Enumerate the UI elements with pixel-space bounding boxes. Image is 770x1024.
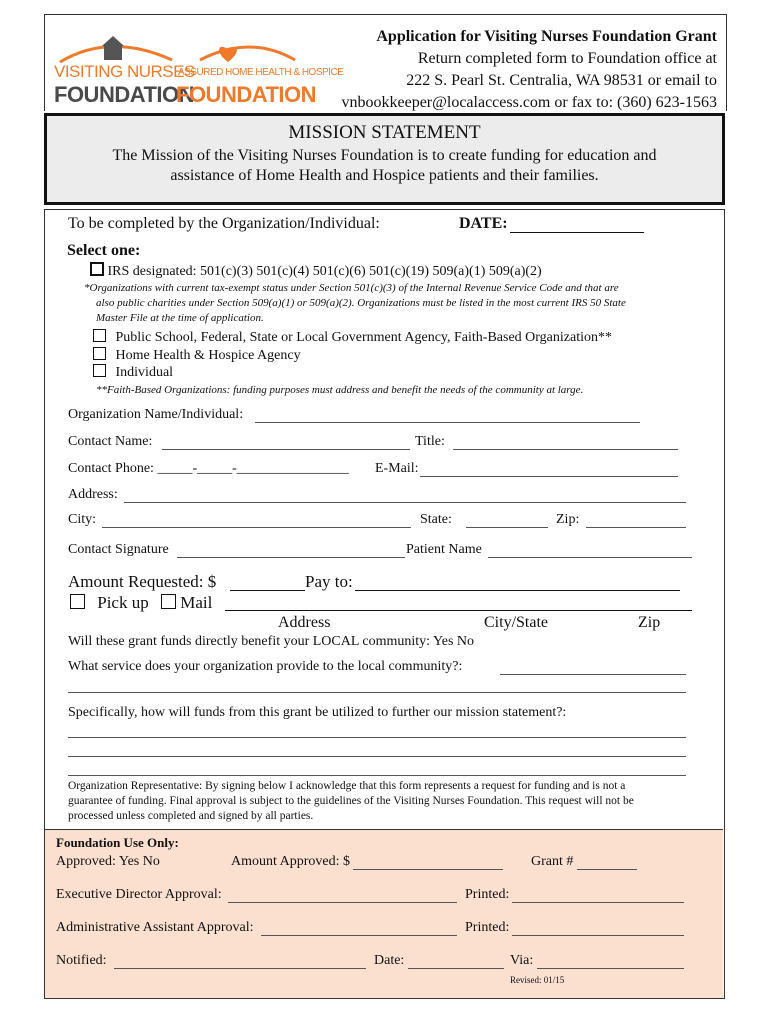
address-line: 222 S. Pearl St. Centralia, WA 98531 or email to <box>406 72 717 89</box>
mail-checkbox[interactable] <box>161 594 176 609</box>
irs-label: IRS designated: 501(c)(3) 501(c)(4) 501(c)(6) 501(c)(19) 509(a)(1) 509(a)(2) <box>107 264 542 279</box>
contact-phone-label <box>68 461 349 477</box>
amount-approved-field[interactable] <box>353 869 503 870</box>
email-field[interactable] <box>420 476 678 477</box>
patient-name-label: Patient Name <box>406 542 482 557</box>
approved-label: Approved: Yes No <box>56 854 160 869</box>
via-field[interactable] <box>537 968 684 969</box>
contact-name-label: Contact Name: <box>68 434 153 449</box>
return-line: Return completed form to Foundation office at <box>417 50 717 67</box>
funds-field-3[interactable] <box>68 775 686 776</box>
option-home-label: Home Health & Hospice Agency <box>115 348 301 363</box>
notified-label: Notified: <box>56 953 107 968</box>
logo-left-bottom: FOUNDATION <box>54 82 195 107</box>
logo-left-top: VISITING NURSES <box>54 62 195 81</box>
individual-checkbox[interactable] <box>93 364 106 377</box>
org-name-field[interactable] <box>255 422 640 423</box>
option-public-label: Public School, Federal, State or Local Government Agency, Faith-Based Organization** <box>115 330 612 345</box>
house-icon <box>104 44 122 60</box>
zip-field[interactable] <box>586 527 686 528</box>
revised-date: Revised: 01/15 <box>510 975 565 985</box>
mission-heading: MISSION STATEMENT <box>288 122 481 143</box>
patient-name-field[interactable] <box>488 557 692 558</box>
exec-approval-field[interactable] <box>228 902 457 903</box>
date-approved-label: Date: <box>374 953 405 968</box>
grant-field[interactable] <box>577 869 637 870</box>
contact-name-field[interactable] <box>162 449 410 450</box>
intro-text: To be completed by the Organization/Individual: <box>68 215 380 232</box>
irs-row <box>90 262 542 280</box>
amount-approved-label: Amount Approved: $ <box>231 854 350 869</box>
pay-to-field[interactable] <box>355 590 680 591</box>
option-public-row <box>93 329 612 346</box>
irs-note-1: *Organizations with current tax-exempt status under Section 501(c)(3) of the Internal Revenue Service Code and that are <box>84 282 619 294</box>
mail-address-field[interactable] <box>225 610 692 611</box>
admin-approval-label: Administrative Assistant Approval: <box>56 920 254 935</box>
city-field[interactable] <box>102 527 411 528</box>
phone-field[interactable]: _____-_____-________________ <box>157 461 349 476</box>
exec-printed-label: Printed: <box>465 887 510 902</box>
city-label: City: <box>68 512 97 527</box>
notified-field[interactable] <box>114 968 366 969</box>
amount-requested-field[interactable] <box>230 590 305 591</box>
grant-label: Grant # <box>531 854 574 869</box>
header-block <box>342 26 718 114</box>
option-home-row <box>93 347 301 364</box>
funds-field-1[interactable] <box>68 737 686 738</box>
admin-printed-field[interactable] <box>512 935 684 936</box>
delivery-row <box>70 593 212 613</box>
option-individual-row <box>93 364 173 381</box>
funds-question: Specifically, how will funds from this grant be utilized to further our mission statement?: <box>68 705 567 720</box>
title-field[interactable] <box>453 449 678 450</box>
state-field[interactable] <box>466 527 548 528</box>
exec-printed-field[interactable] <box>512 902 684 903</box>
logo-right-bottom: FOUNDATION <box>176 82 317 107</box>
address-label: Address: <box>68 487 118 502</box>
rep-line-1: Organization Representative: By signing below I acknowledge that this form represents a request for funding and is not a <box>68 780 626 792</box>
admin-approval-field[interactable] <box>261 935 457 936</box>
home-health-checkbox[interactable] <box>93 347 106 360</box>
pick-up-checkbox[interactable] <box>70 594 85 609</box>
faith-note: **Faith-Based Organizations: funding purposes must address and benefit the needs of the community at large. <box>96 384 584 396</box>
irs-checkbox[interactable] <box>90 262 104 276</box>
funds-field-2[interactable] <box>68 756 686 757</box>
select-one-label: Select one: <box>67 242 141 259</box>
col-address: Address <box>278 614 331 631</box>
logo-right-top: ASSURED HOME HEALTH & HOSPICE <box>178 67 344 78</box>
contact-phone-text: Contact Phone: <box>68 461 154 476</box>
mission-text-1: The Mission of the Visiting Nurses Foundation is to create funding for education and <box>112 147 657 164</box>
exec-approval-label: Executive Director Approval: <box>56 887 222 902</box>
mission-box <box>44 113 725 205</box>
service-question: What service does your organization provide to the local community?: <box>68 659 463 674</box>
col-city-state: City/State <box>484 614 548 631</box>
amount-requested-label: Amount Requested: $ <box>68 572 217 591</box>
email-label: E-Mail: <box>375 461 419 476</box>
form-title: Application for Visiting Nurses Foundation Grant <box>376 28 717 45</box>
contact-line: vnbookkeeper@localaccess.com or fax to: (360) 623-1563 <box>341 94 717 111</box>
mission-text-2: assistance of Home Health and Hospice patients and their families. <box>170 167 599 184</box>
mail-label: Mail <box>180 593 213 612</box>
service-field-2[interactable] <box>68 692 686 693</box>
zip-label: Zip: <box>556 512 580 527</box>
public-checkbox[interactable] <box>93 329 106 342</box>
service-field-1[interactable] <box>500 674 686 675</box>
pay-to-label: Pay to: <box>305 572 353 591</box>
local-question: Will these grant funds directly benefit your LOCAL community: Yes No <box>68 634 475 649</box>
admin-printed-label: Printed: <box>465 920 510 935</box>
rep-statement <box>68 779 634 824</box>
via-label: Via: <box>510 953 534 968</box>
foundation-use-heading: Foundation Use Only: <box>56 835 179 850</box>
col-zip: Zip <box>638 614 661 631</box>
date-label: DATE: <box>459 215 508 232</box>
title-label: Title: <box>415 434 445 449</box>
irs-note <box>84 281 626 326</box>
irs-note-2: also public charities under Section 509(a)(1) or 509(a)(2). Organizations must be listed in the most current IRS 50 State <box>96 297 626 309</box>
date-approved-field[interactable] <box>408 968 504 969</box>
rep-line-2: guarantee of funding. Final approval is subject to the guidelines of the Visiting Nurses Foundation. This request will not be <box>68 795 634 807</box>
signature-field[interactable] <box>177 557 405 558</box>
pick-up-label: Pick up <box>97 593 149 612</box>
state-label: State: <box>420 512 452 527</box>
org-name-label: Organization Name/Individual: <box>68 407 244 422</box>
irs-note-3: Master File at the time of application. <box>96 312 264 324</box>
date-field[interactable] <box>510 232 644 233</box>
signature-label: Contact Signature <box>68 542 169 557</box>
option-individual-label: Individual <box>115 365 174 380</box>
rep-line-3: processed unless completed and signed by all parties. <box>68 810 314 822</box>
address-field[interactable] <box>124 502 686 503</box>
